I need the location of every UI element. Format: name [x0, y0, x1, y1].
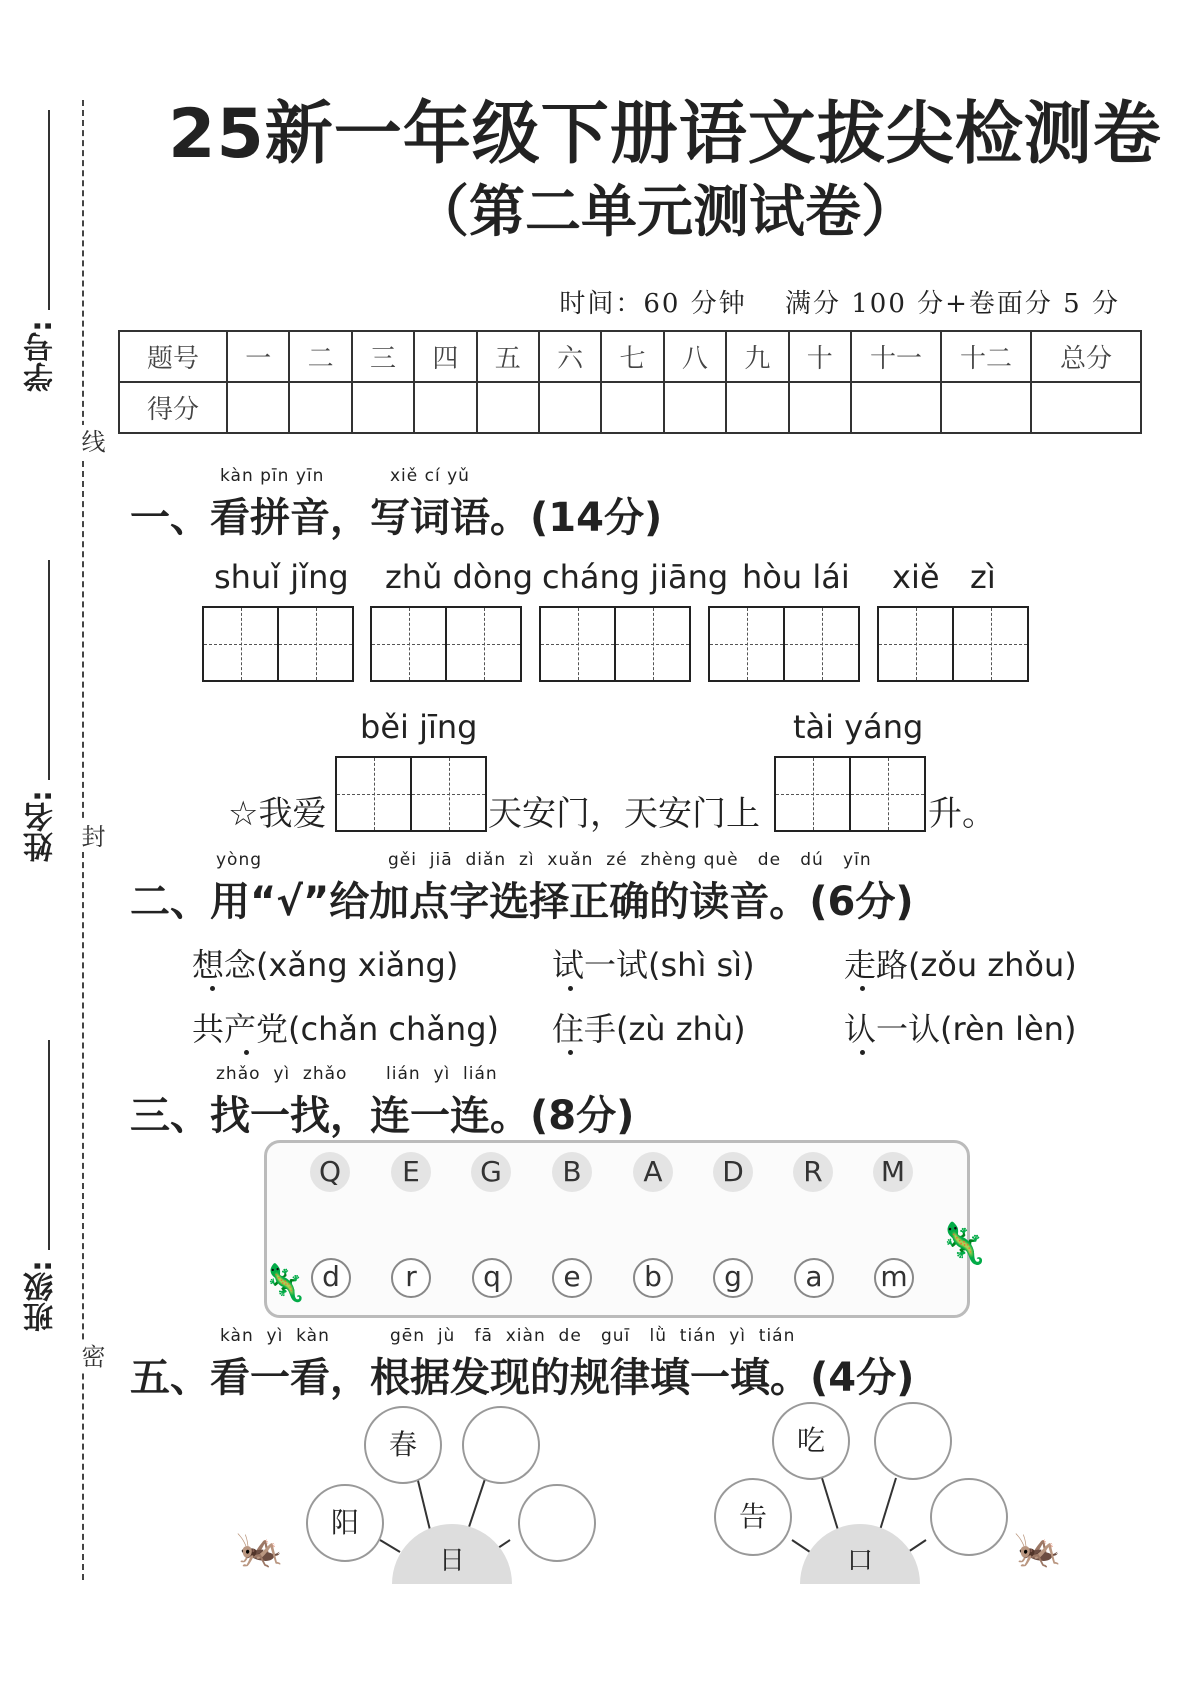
uppercase-letter[interactable]: A: [633, 1152, 673, 1192]
section5-title: 五、看一看，根据发现的规律填一填。(4分): [130, 1355, 915, 1401]
score-header-cell: 总分: [1031, 331, 1141, 382]
lowercase-letter[interactable]: q: [472, 1258, 512, 1298]
student-no-label: 学号:: [24, 320, 59, 392]
answer-circle[interactable]: [874, 1402, 952, 1480]
score-header-cell: 题号: [119, 331, 227, 382]
score-table-score-row: [119, 382, 1141, 433]
sentence-part-a: ☆我爱: [228, 794, 327, 834]
page-subtitle: （第二单元测试卷）: [413, 180, 917, 245]
score-header-cell: 三: [352, 331, 414, 382]
pinyin-word-7: tài yáng: [793, 708, 924, 746]
answer-circle[interactable]: [930, 1478, 1008, 1556]
score-cell[interactable]: [352, 382, 414, 433]
score-cell[interactable]: [601, 382, 663, 433]
reading-item-3[interactable]: 走路(zǒu zhǒu): [844, 946, 1077, 984]
derived-character-circle[interactable]: 阳: [306, 1484, 384, 1562]
derived-character-circle[interactable]: 春: [364, 1406, 442, 1484]
score-header-cell: 一: [227, 331, 289, 382]
score-cell[interactable]: [227, 382, 289, 433]
secret-mark: 密: [74, 1340, 109, 1372]
pinyin-word-6: běi jīng: [360, 708, 478, 746]
answer-grid-1[interactable]: [202, 606, 354, 682]
section1-title: 一、看拼音，写词语。(14分): [130, 495, 663, 541]
class-blank[interactable]: [48, 1040, 50, 1250]
score-cell[interactable]: [664, 382, 726, 433]
lowercase-letter[interactable]: r: [391, 1258, 431, 1298]
name-label: 姓名:: [24, 790, 59, 862]
answer-grid-4[interactable]: [708, 606, 860, 682]
uppercase-letter[interactable]: M: [873, 1152, 913, 1192]
emphasis-dot: [210, 986, 215, 991]
lowercase-letter[interactable]: d: [311, 1258, 351, 1298]
pinyin-word-4: hòu lái: [742, 558, 850, 596]
reading-item-1[interactable]: 想念(xǎng xiǎng): [192, 946, 459, 984]
lizard-decoration-icon: 🦎: [262, 1263, 307, 1304]
lizard-decoration-icon: 🦎: [938, 1221, 988, 1267]
pinyin-word-1: shuǐ jǐng: [214, 558, 349, 596]
pinyin-word-5: xiě zì: [892, 558, 996, 596]
emphasis-dot: [860, 986, 865, 991]
answer-grid-3[interactable]: [539, 606, 691, 682]
matching-board: [264, 1140, 970, 1318]
answer-grid-6[interactable]: [335, 756, 487, 832]
answer-circle[interactable]: [462, 1406, 540, 1484]
score-cell[interactable]: [414, 382, 476, 433]
reading-item-5[interactable]: 住手(zù zhù): [552, 1010, 746, 1048]
score-header-cell: 四: [414, 331, 476, 382]
lowercase-letter[interactable]: e: [552, 1258, 592, 1298]
lowercase-letter[interactable]: b: [633, 1258, 673, 1298]
lowercase-letter[interactable]: a: [794, 1258, 834, 1298]
section1-pinyin-a: kàn pīn yīn: [220, 466, 325, 486]
exam-meta: 时间：60 分钟 满分 100 分+卷面分 5 分: [559, 289, 1120, 319]
score-header-cell: 十一: [851, 331, 941, 382]
lowercase-letter[interactable]: g: [713, 1258, 753, 1298]
score-header-cell: 七: [601, 331, 663, 382]
uppercase-letter[interactable]: D: [713, 1152, 753, 1192]
line-mark: 线: [74, 425, 109, 457]
score-cell[interactable]: [1031, 382, 1141, 433]
section3-pinyin-a: zhǎo yì zhǎo: [216, 1064, 348, 1084]
section2-title: 二、用“√”给加点字选择正确的读音。(6分): [130, 879, 914, 925]
score-cell[interactable]: [477, 382, 539, 433]
section1-pinyin-b: xiě cí yǔ: [390, 466, 470, 486]
lowercase-letter[interactable]: m: [874, 1258, 914, 1298]
score-table: [118, 330, 1142, 434]
section3-title: 三、找一找，连一连。(8分): [130, 1093, 635, 1139]
uppercase-letter[interactable]: G: [471, 1152, 511, 1192]
derived-character-circle[interactable]: 吃: [772, 1402, 850, 1480]
uppercase-letter[interactable]: B: [552, 1152, 592, 1192]
reading-item-4[interactable]: 共产党(chǎn chǎng): [192, 1010, 499, 1048]
answer-circle[interactable]: [518, 1484, 596, 1562]
score-header-cell: 十二: [941, 331, 1031, 382]
score-cell[interactable]: [789, 382, 851, 433]
uppercase-letter[interactable]: Q: [310, 1152, 350, 1192]
uppercase-letter[interactable]: E: [391, 1152, 431, 1192]
score-cell[interactable]: [289, 382, 351, 433]
sentence-part-b: 天安门，天安门上: [488, 794, 760, 834]
score-row-label: 得分: [119, 382, 227, 433]
score-table-header-row: [119, 331, 1141, 382]
pinyin-word-2: zhǔ dòng: [385, 558, 534, 596]
reading-item-6[interactable]: 认一认(rèn lèn): [844, 1010, 1077, 1048]
mantis-decoration-icon: 🦗: [1014, 1526, 1062, 1570]
emphasis-dot: [568, 986, 573, 991]
score-header-cell: 六: [539, 331, 601, 382]
emphasis-dot: [568, 1050, 573, 1055]
section2-pinyin-b: gěi jiā diǎn zì xuǎn zé zhèng què de dú yīn: [388, 850, 872, 870]
score-header-cell: 八: [664, 331, 726, 382]
derived-character-circle[interactable]: 告: [714, 1478, 792, 1556]
section3-pinyin-b: lián yì lián: [386, 1064, 498, 1084]
section2-pinyin-a: yòng: [216, 850, 263, 870]
emphasis-dot: [244, 1050, 249, 1055]
mantis-decoration-icon: 🦗: [236, 1526, 284, 1570]
answer-grid-7[interactable]: [774, 756, 926, 832]
score-cell[interactable]: [726, 382, 788, 433]
page-title: 25新一年级下册语文拔尖检测卷: [168, 95, 1162, 174]
pinyin-word-3: cháng jiāng: [542, 558, 729, 596]
score-header-cell: 九: [726, 331, 788, 382]
section5-pinyin-a: kàn yì kàn: [220, 1326, 330, 1346]
score-header-cell: 十: [789, 331, 851, 382]
score-cell[interactable]: [941, 382, 1031, 433]
root-character-right: 口: [800, 1524, 920, 1584]
sentence-part-c: 升。: [928, 794, 996, 834]
class-label: 班级:: [24, 1260, 59, 1332]
emphasis-dot: [860, 1050, 865, 1055]
score-cell[interactable]: [539, 382, 601, 433]
root-character-left: 日: [392, 1524, 512, 1584]
uppercase-letter[interactable]: R: [793, 1152, 833, 1192]
reading-item-2[interactable]: 试一试(shì sì): [552, 946, 755, 984]
section5-pinyin-b: gēn jù fā xiàn de guī lǜ tián yì tián: [390, 1326, 796, 1346]
score-header-cell: 五: [477, 331, 539, 382]
score-cell[interactable]: [851, 382, 941, 433]
answer-grid-2[interactable]: [370, 606, 522, 682]
answer-grid-5[interactable]: [877, 606, 1029, 682]
name-blank[interactable]: [48, 560, 50, 780]
seal-mark: 封: [74, 820, 109, 852]
score-header-cell: 二: [289, 331, 351, 382]
